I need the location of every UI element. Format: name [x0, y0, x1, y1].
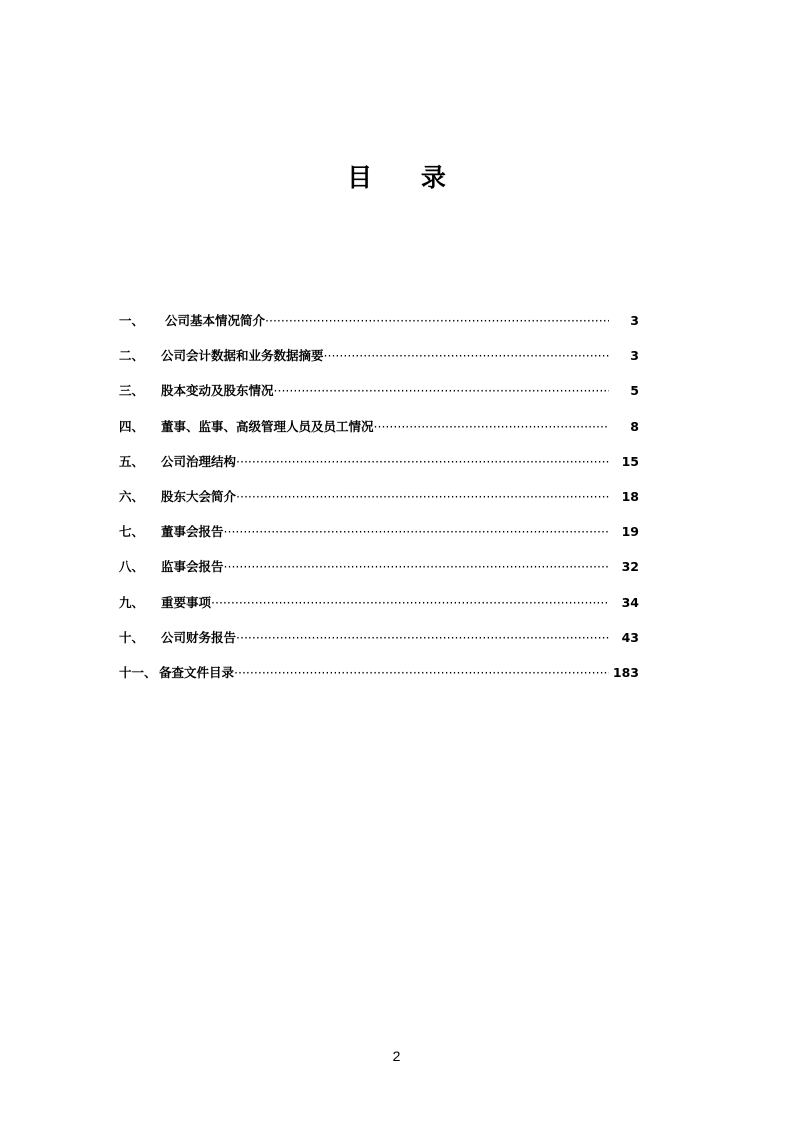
- toc-entry-label: 董事会报告: [161, 524, 224, 540]
- toc-entry-8[interactable]: [119, 555, 639, 590]
- toc-entry-number: 十一、: [119, 664, 157, 680]
- toc-entry-page: 32: [621, 559, 639, 575]
- toc-entry-label: 股东大会简介: [161, 488, 237, 504]
- toc-entry-main: [161, 450, 609, 474]
- toc-leader-dots: [234, 661, 609, 685]
- page-title: 目 录: [347, 163, 466, 192]
- toc-entry-10[interactable]: [119, 626, 639, 661]
- toc-entry-main: [161, 555, 609, 579]
- toc-entry-label: 董事、监事、高级管理人员及员工情况: [161, 418, 374, 434]
- toc-entry-5[interactable]: [119, 450, 639, 485]
- toc-entry-page: 5: [630, 383, 639, 399]
- toc-entry-page: 183: [612, 664, 639, 680]
- toc-entry-main: [161, 344, 609, 368]
- toc-entry-9[interactable]: [119, 591, 639, 626]
- toc-leader-dots: [236, 485, 609, 509]
- toc-entry-main: [165, 309, 609, 333]
- toc-entry-label: 公司会计数据和业务数据摘要: [161, 348, 324, 364]
- toc-entry-number: 六、: [119, 488, 145, 504]
- page-number: 2: [392, 1048, 401, 1064]
- toc-leader-dots: [236, 626, 609, 650]
- toc-entry-label: 公司财务报告: [161, 629, 237, 645]
- toc-entry-page: 43: [621, 629, 639, 645]
- toc-entry-2[interactable]: [119, 344, 639, 379]
- toc-entry-1[interactable]: [119, 309, 639, 344]
- toc-entry-number: 一、: [119, 313, 145, 328]
- toc-entry-page: 19: [621, 524, 639, 540]
- toc-entry-number: 八、: [119, 559, 145, 575]
- toc-leader-dots: [224, 555, 609, 579]
- toc-entry-main: [161, 415, 609, 439]
- toc-entry-label: 公司治理结构: [161, 453, 237, 469]
- toc-entry-main: [161, 591, 609, 615]
- toc-entry-number: 七、: [119, 524, 145, 540]
- toc-entry-number: 十、: [119, 629, 145, 645]
- toc-entry-label: 股本变动及股东情况: [161, 383, 274, 399]
- toc-entry-page: 3: [630, 348, 639, 364]
- toc-entry-page: 18: [621, 488, 639, 504]
- toc-entry-number: 九、: [119, 594, 145, 610]
- table-of-contents: [119, 309, 639, 696]
- toc-entry-main: [161, 626, 609, 650]
- toc-entry-page: 15: [621, 453, 639, 469]
- toc-entry-label: 备查文件目录: [159, 664, 235, 680]
- toc-leader-dots: [324, 344, 609, 368]
- toc-entry-label: 重要事项: [161, 594, 212, 610]
- toc-entry-11[interactable]: [119, 661, 639, 696]
- toc-entry-number: 二、: [119, 348, 145, 364]
- toc-entry-4[interactable]: [119, 415, 639, 450]
- toc-entry-label: 公司基本情况简介: [165, 313, 266, 328]
- toc-entry-main: [161, 520, 609, 544]
- toc-leader-dots: [236, 450, 609, 474]
- toc-entry-main: [159, 661, 609, 685]
- toc-leader-dots: [211, 591, 609, 615]
- toc-entry-page: 8: [630, 418, 639, 434]
- toc-entry-7[interactable]: [119, 520, 639, 555]
- toc-leader-dots: [265, 309, 609, 333]
- toc-entry-number: 三、: [119, 383, 145, 399]
- toc-leader-dots: [224, 520, 609, 544]
- toc-entry-main: [161, 485, 609, 509]
- toc-entry-main: [161, 379, 609, 403]
- toc-leader-dots: [374, 415, 609, 439]
- toc-entry-6[interactable]: [119, 485, 639, 520]
- toc-entry-3[interactable]: [119, 379, 639, 414]
- toc-entry-label: 监事会报告: [161, 559, 224, 575]
- toc-entry-number: 四、: [119, 418, 145, 434]
- toc-leader-dots: [274, 379, 609, 403]
- toc-entry-number: 五、: [119, 453, 145, 469]
- toc-entry-page: 3: [630, 313, 639, 328]
- toc-entry-page: 34: [621, 594, 639, 610]
